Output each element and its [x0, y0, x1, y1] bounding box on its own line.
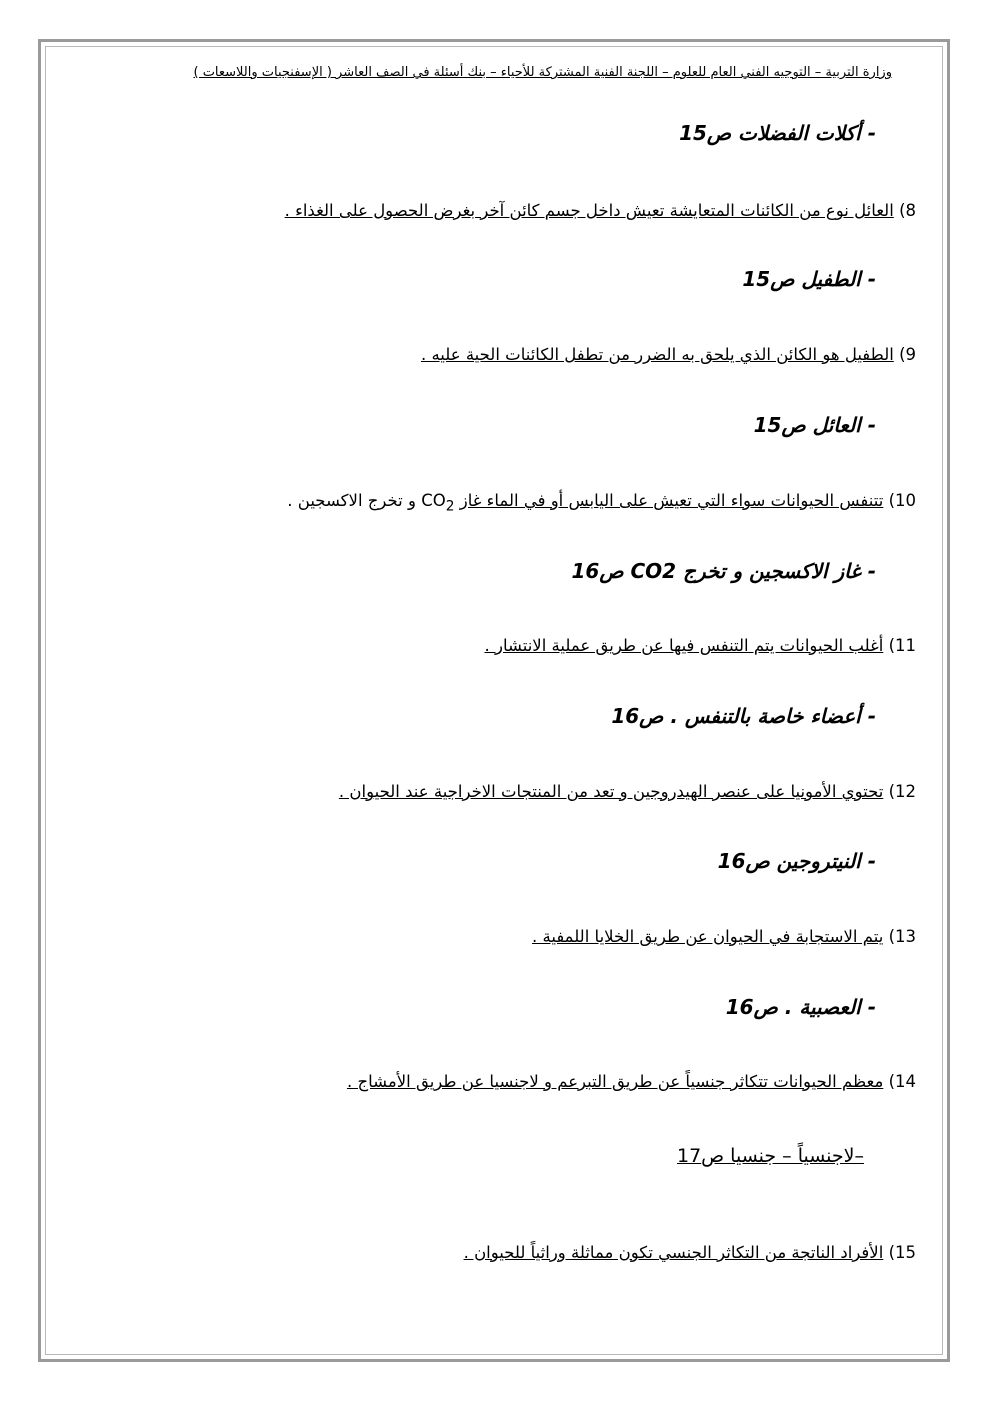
question-13: [532, 924, 916, 950]
question-11: [485, 633, 916, 659]
question-number: 14): [888, 1072, 916, 1091]
question-text: الأفراد الناتجة من التكاثر الجنسي تكون مماثلة وراثياً للحيوان .: [463, 1243, 884, 1262]
question-number: 15): [888, 1243, 916, 1262]
answer-12: - النيتروجين ص16: [717, 849, 876, 873]
question-9: [421, 342, 916, 368]
answer-11: - أعضاء خاصة بالتنفس . ص16: [611, 704, 876, 728]
question-text: معظم الحيوانات تتكاثر جنسياً عن طريق التبرعم و لاجنسيا عن طريق الأمشاج .: [346, 1072, 884, 1091]
answer-8: - الطفيل ص15: [742, 267, 876, 291]
question-text-after: و تخرج الاكسجين .: [287, 491, 416, 510]
answer-13: - العصبية . ص16: [725, 995, 876, 1019]
question-text: تحتوي الأمونيا على عنصر الهيدروجين و تعد من المنتجات الاخراجية عند الحيوان .: [338, 782, 884, 801]
question-number: 10): [888, 491, 916, 510]
question-number: 9): [899, 345, 916, 364]
question-number: 11): [888, 636, 916, 655]
question-number: 8): [899, 201, 916, 220]
answer-7: - أكلات الفضلات ص15: [679, 121, 876, 145]
formula-subscript: 2: [445, 498, 455, 515]
answer-10: - غاز الاكسجين و تخرج CO2 ص16: [571, 559, 876, 583]
question-text: العائل نوع من الكائنات المتعايشة تعيش داخل جسم كائن آخر بغرض الحصول على الغذاء .: [284, 201, 894, 220]
question-text: يتم الاستجابة في الحيوان عن طريق الخلايا اللمفية .: [532, 927, 884, 946]
formula-base: CO: [421, 491, 446, 510]
question-15: [464, 1240, 916, 1266]
page-header: وزارة التربية – التوجيه الفني العام للعلوم – اللجنة الفنية المشتركة للأحياء – بنك أسئلة في الصف العاشر ( الإسفنجيات واللاسعات ): [193, 65, 892, 80]
question-text: الطفيل هو الكائن الذي يلحق به الضرر من تطفل الكائنات الحية عليه .: [420, 345, 894, 364]
co2-formula: [421, 491, 455, 515]
question-number: 12): [888, 782, 916, 801]
question-text: تتنفس الحيوانات سواء التي تعيش على اليابس أو في الماء غاز: [459, 491, 884, 510]
question-text: أغلب الحيوانات يتم التنفس فيها عن طريق عملية الانتشار .: [484, 636, 884, 655]
question-12: [339, 779, 916, 805]
question-number: 13): [888, 927, 916, 946]
answer-9: - العائل ص15: [753, 413, 876, 437]
question-8: [285, 198, 916, 224]
answer-14: –لاجنسياً – جنسيا ص17: [676, 1145, 864, 1167]
question-10: [287, 488, 916, 519]
question-14: [347, 1069, 916, 1095]
